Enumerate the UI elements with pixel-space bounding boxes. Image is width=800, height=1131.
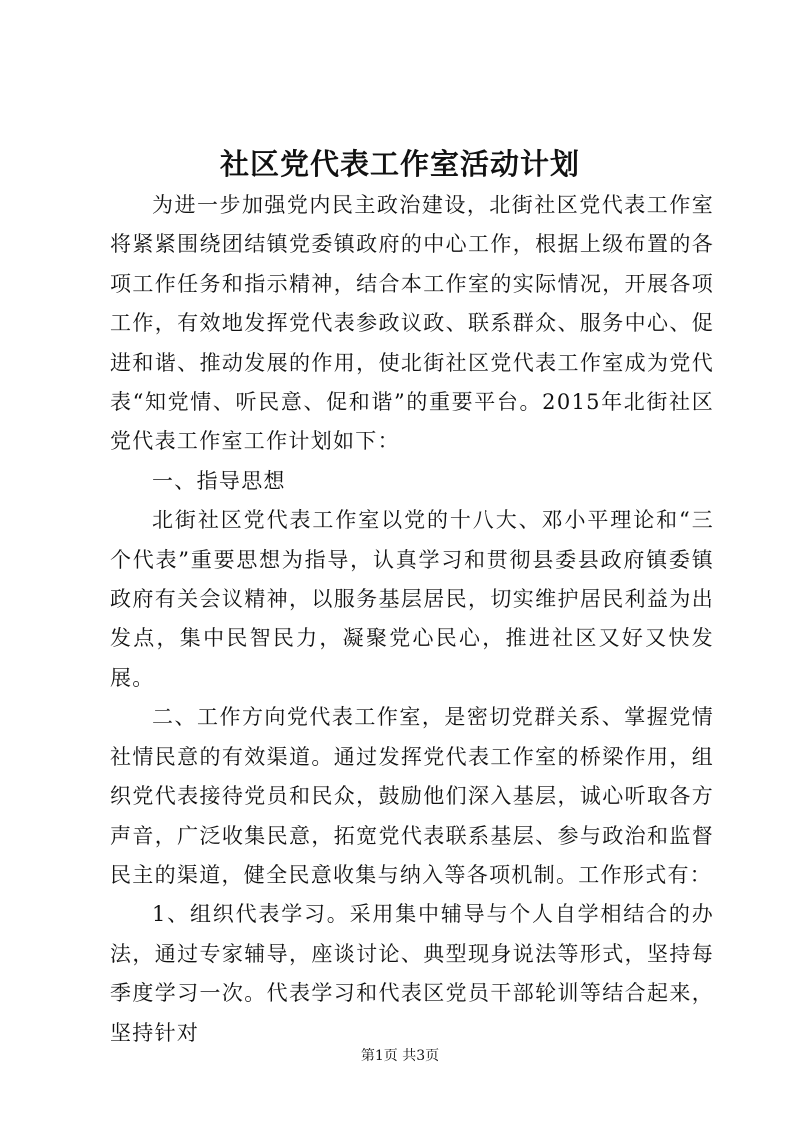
page-footer: 第1页 共3页 <box>360 1048 440 1064</box>
paragraph-intro: 为进一步加强党内民主政治建设，北街社区党代表工作室将紧紧围绕团结镇党委镇政府的中心工作，根据上级布置的各项工作任务和指示精神，结合本工作室的实际情况，开展各项工作，有效地发挥党代表参政议政、联系群众、服务中心、促进和谐、推动发展的作用，使北街社区党代表工作室成为党代表“知党情、听民意、促和谐”的重要平台。2015年北街社区党代表工作室工作计划如下： <box>110 193 714 454</box>
paragraph-study-item: 1、组织代表学习。采用集中辅导与个人自学相结合的办法，通过专家辅导，座谈讨论、典型现身说法等形式，坚持每季度学习一次。代表学习和代表区党员干部轮训等结合起来，坚持针对 <box>110 902 714 1045</box>
section-heading-guiding-thought: 一、指导思想 <box>152 468 286 493</box>
document-body <box>110 186 714 1053</box>
paragraph-guiding-thought: 北街社区党代表工作室以党的十八大、邓小平理论和“三个代表”重要思想为指导，认真学习和贯彻县委县政府镇委镇政府有关会议精神，以服务基层居民，切实维护居民利益为出发点，集中民智民力，凝聚党心民心，推进社区又好又快发展。 <box>110 508 714 690</box>
paragraph-work-direction: 二、工作方向党代表工作室，是密切党群关系、掌握党情社情民意的有效渠道。通过发挥党代表工作室的桥梁作用，组织党代表接待党员和民众，鼓励他们深入基层，诚心听取各方声音，广泛收集民意，拓宽党代表联系基层、参与政治和监督民主的渠道，健全民意收集与纳入等各项机制。工作形式有： <box>110 705 714 887</box>
document-title: 社区党代表工作室活动计划 <box>219 147 580 181</box>
